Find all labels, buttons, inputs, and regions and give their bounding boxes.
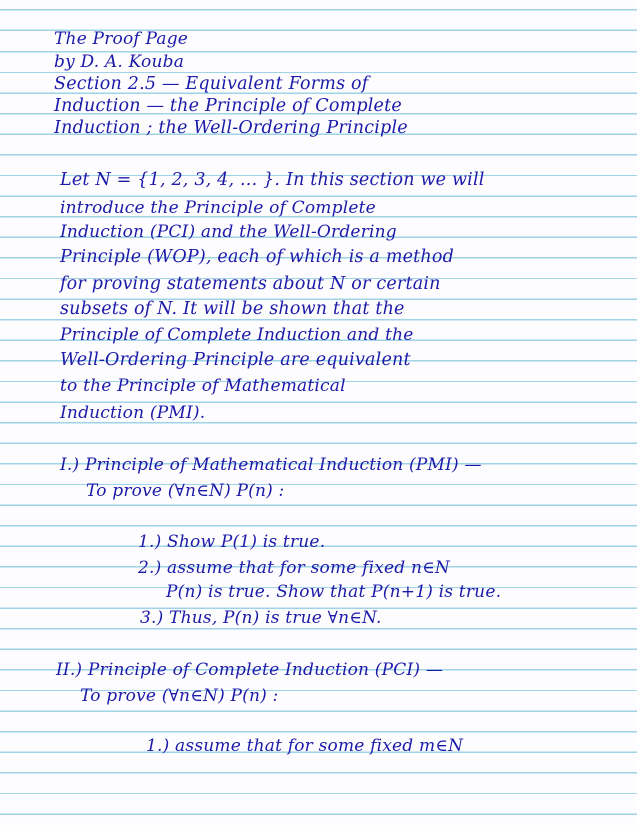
- intro-line-8: Well-Ordering Principle are equivalent: [60, 350, 411, 370]
- header-topic-line2: Induction ; the Well-Ordering Principle: [54, 118, 408, 138]
- section-1-heading: I.) Principle of Mathematical Induction (PMI) —: [60, 455, 482, 475]
- section-1-step-2-cont: P(n) is true. Show that P(n+1) is true.: [166, 582, 502, 602]
- intro-line-4: Principle (WOP), each of which is a method: [60, 247, 455, 267]
- intro-line-5: for proving statements about N or certain: [60, 274, 441, 294]
- section-1-step-2: 2.) assume that for some fixed n∈N: [138, 558, 450, 578]
- intro-line-3: Induction (PCI) and the Well-Ordering: [60, 222, 397, 242]
- intro-line-2: introduce the Principle of Complete: [60, 198, 376, 218]
- intro-line-9: to the Principle of Mathematical: [60, 376, 346, 396]
- intro-line-1: Let N = {1, 2, 3, 4, ... }. In this section we will: [60, 170, 485, 190]
- intro-line-7: Principle of Complete Induction and the: [60, 325, 414, 345]
- intro-line-10: Induction (PMI).: [60, 403, 206, 423]
- header-title: The Proof Page: [54, 29, 189, 49]
- header-topic-line1: Induction — the Principle of Complete: [54, 96, 402, 116]
- header-section: Section 2.5 — Equivalent Forms of: [54, 74, 369, 94]
- section-2-heading: II.) Principle of Complete Induction (PCI) —: [56, 660, 444, 680]
- section-2-goal: To prove (∀n∈N) P(n) :: [80, 686, 279, 706]
- section-1-goal: To prove (∀n∈N) P(n) :: [86, 481, 285, 501]
- intro-line-6: subsets of N. It will be shown that the: [60, 299, 405, 319]
- section-2-step-1: 1.) assume that for some fixed m∈N: [146, 736, 464, 756]
- section-1-step-1: 1.) Show P(1) is true.: [138, 532, 326, 552]
- header-author: by D. A. Kouba: [54, 52, 185, 72]
- section-1-step-3: 3.) Thus, P(n) is true ∀n∈N.: [140, 608, 382, 628]
